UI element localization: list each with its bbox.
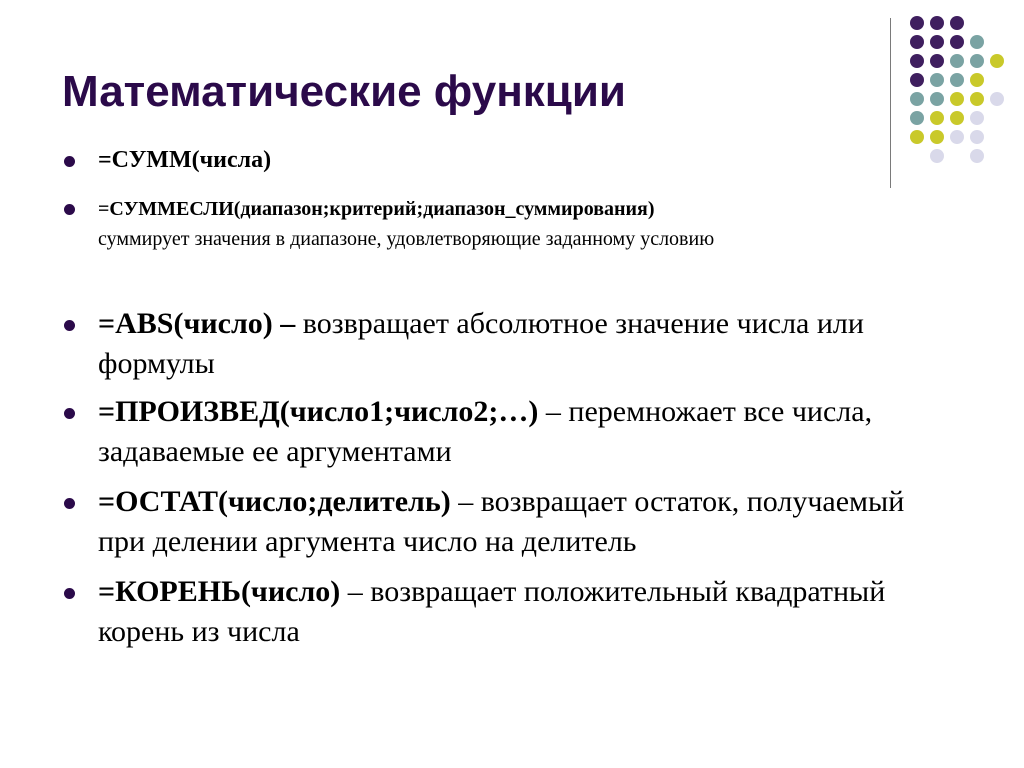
bullet-list: [62, 0, 962, 768]
separator-dash: –: [347, 575, 363, 608]
separator-dash: –: [458, 485, 474, 518]
slide-title: Математические функции: [62, 67, 626, 116]
dot: [970, 149, 984, 163]
bullet-icon: [64, 408, 75, 419]
dot: [990, 54, 1004, 68]
function-description: возвращает положительный квадратный корень из числа: [98, 575, 886, 648]
function-formula: =ABS(число): [98, 307, 273, 340]
function-description: возвращает абсолютное значение числа или формулы: [98, 307, 864, 380]
bullet-icon: [64, 156, 75, 167]
function-formula: =ОСТАТ(число;делитель): [98, 485, 451, 518]
function-formula: =СУММ(числа): [98, 147, 272, 173]
function-formula: =СУММЕСЛИ(диапазон;критерий;диапазон_суммирования): [98, 198, 655, 220]
function-description: перемножает все числа, задаваемые ее аргументами: [98, 395, 873, 468]
bullet-icon: [64, 204, 75, 215]
list-item: [62, 144, 912, 176]
list-item: [62, 482, 912, 562]
function-formula: =ПРОИЗВЕД(число1;число2;…): [98, 395, 539, 428]
dot: [970, 54, 984, 68]
dot: [970, 130, 984, 144]
function-formula: =КОРЕНЬ(число): [98, 575, 341, 608]
bullet-icon: [64, 320, 75, 331]
list-item: [62, 304, 912, 384]
separator-dash: –: [280, 307, 296, 340]
bullet-icon: [64, 498, 75, 509]
list-item: [62, 392, 912, 472]
separator-dash: –: [545, 395, 561, 428]
function-description: возвращает остаток, получаемый при делении аргумента число на делитель: [98, 485, 905, 558]
dot: [970, 35, 984, 49]
bullet-icon: [64, 588, 75, 599]
dot: [970, 92, 984, 106]
dot: [970, 111, 984, 125]
list-item: [62, 194, 912, 254]
dot: [970, 73, 984, 87]
list-item: [62, 572, 912, 652]
function-description: суммирует значения в диапазоне, удовлетворяющие заданному условию: [98, 228, 715, 250]
dot: [990, 92, 1004, 106]
